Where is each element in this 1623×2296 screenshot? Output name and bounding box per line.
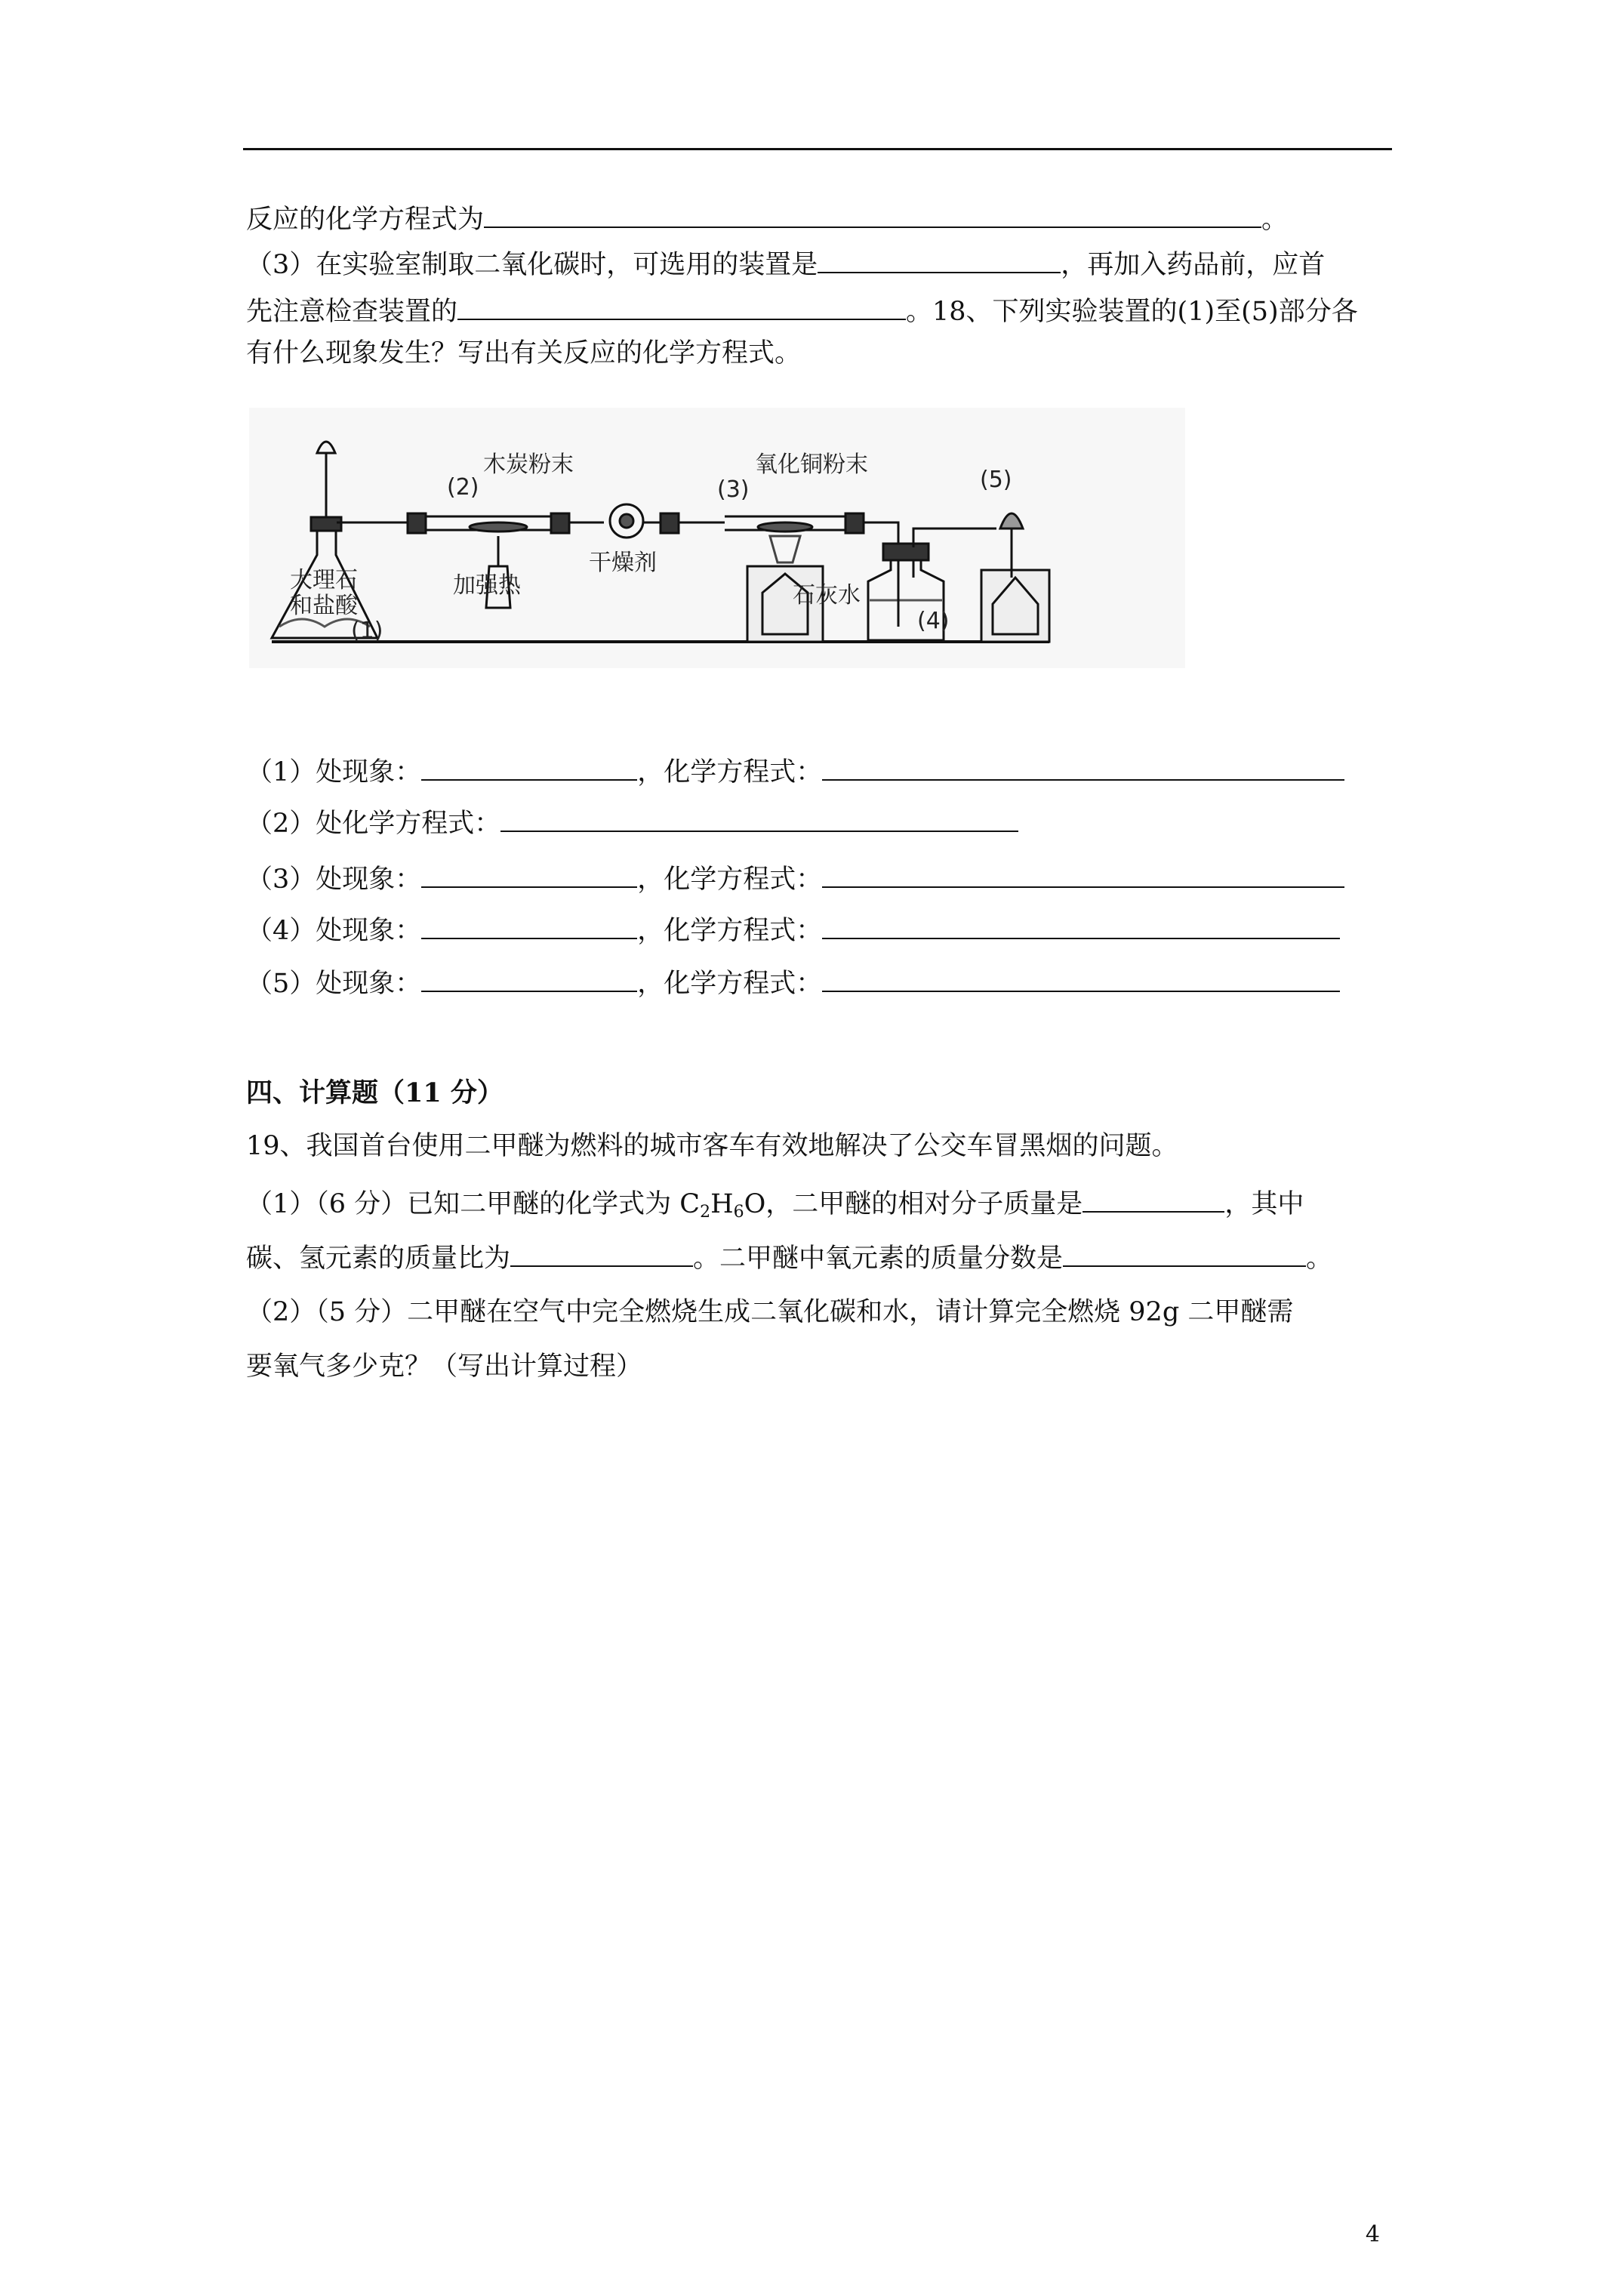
q17-line1-end: 。 bbox=[1261, 205, 1289, 235]
q19-p1-h: H bbox=[710, 1189, 734, 1219]
q19-p2-c: 。 bbox=[1306, 1244, 1333, 1274]
q19-part2-line2: 要氧气多少克？（写出计算过程） bbox=[246, 1351, 643, 1382]
header-rule bbox=[243, 148, 1392, 150]
row-prefix: （3）处现象： bbox=[246, 864, 422, 895]
label-limewater: 石灰水 bbox=[793, 582, 861, 609]
q19-intro: 19、我国首台使用二甲醚为燃料的城市客车有效地解决了公交车冒黑烟的问题。 bbox=[246, 1131, 1178, 1161]
section-heading: 四、计算题（11 分） bbox=[246, 1077, 504, 1108]
mass-fraction-blank[interactable] bbox=[1063, 1238, 1306, 1267]
row-mid: ，化学方程式： bbox=[637, 916, 823, 946]
q18-row-5 bbox=[246, 963, 1340, 1002]
q19-p2-a: 碳、氢元素的质量比为 bbox=[246, 1244, 511, 1274]
equation-blank[interactable] bbox=[822, 963, 1340, 992]
answer-blank[interactable] bbox=[484, 199, 1261, 228]
equation-blank[interactable] bbox=[822, 752, 1344, 781]
q17-line2-b: ，再加入药品前，应首 bbox=[1061, 250, 1326, 280]
phenomenon-blank[interactable] bbox=[421, 963, 637, 992]
q18-row-4 bbox=[246, 911, 1340, 949]
row-prefix: （5）处现象： bbox=[246, 969, 422, 999]
label-part1: (1) bbox=[351, 618, 383, 644]
molar-mass-blank[interactable] bbox=[1083, 1184, 1224, 1213]
q17-line1 bbox=[246, 199, 1288, 238]
q17-line3-a: 先注意检查装置的 bbox=[246, 297, 458, 327]
row-prefix: （2）处化学方程式： bbox=[246, 809, 501, 839]
q17-line3-b: 。18、下列实验装置的(1)至(5)部分各 bbox=[906, 297, 1358, 327]
mass-ratio-blank[interactable] bbox=[510, 1238, 693, 1267]
q17-line2 bbox=[246, 245, 1325, 283]
label-charcoal: 木炭粉末 bbox=[483, 451, 574, 478]
subscript: 6 bbox=[733, 1203, 744, 1222]
phenomenon-blank[interactable] bbox=[421, 859, 637, 888]
q18-row-1 bbox=[246, 752, 1344, 791]
row-prefix: （4）处现象： bbox=[246, 916, 422, 946]
label-marble-2: 和盐酸 bbox=[290, 593, 358, 619]
label-desiccant: 干燥剂 bbox=[589, 550, 657, 576]
label-strong-heat: 加强热 bbox=[453, 572, 521, 599]
page-number: 4 bbox=[1365, 2221, 1380, 2248]
label-copper-oxide: 氧化铜粉末 bbox=[755, 451, 868, 478]
equation-blank[interactable] bbox=[822, 859, 1344, 888]
row-mid: ，化学方程式： bbox=[637, 969, 823, 999]
row-mid: ，化学方程式： bbox=[637, 757, 823, 787]
label-part2: (2) bbox=[447, 474, 479, 501]
answer-blank[interactable] bbox=[457, 291, 906, 320]
q19-part1-line2 bbox=[246, 1238, 1332, 1277]
q19-p1-a: （1）（6 分）已知二甲醚的化学式为 C bbox=[246, 1189, 701, 1219]
equation-blank[interactable] bbox=[500, 803, 1018, 832]
equation-blank[interactable] bbox=[822, 911, 1340, 939]
q17-line3 bbox=[246, 291, 1358, 330]
row-prefix: （1）处现象： bbox=[246, 757, 422, 787]
label-part5: (5) bbox=[980, 467, 1012, 493]
q18-row-2 bbox=[246, 803, 1018, 842]
subscript: 2 bbox=[700, 1203, 711, 1222]
label-marble-1: 大理石 bbox=[290, 567, 358, 593]
q19-p2-b: 。二甲醚中氧元素的质量分数是 bbox=[693, 1244, 1064, 1274]
label-part3: (3) bbox=[717, 476, 750, 503]
answer-blank[interactable] bbox=[818, 245, 1061, 273]
apparatus-diagram bbox=[249, 408, 1185, 668]
q17-line2-a: （3）在实验室制取二氧化碳时，可选用的装置是 bbox=[246, 250, 818, 280]
q19-p1-b: ，其中 bbox=[1224, 1189, 1304, 1219]
q19-part2-line1: （2）（5 分）二甲醚在空气中完全燃烧生成二氧化碳和水，请计算完全燃烧 92g 二甲醚需 bbox=[246, 1297, 1294, 1327]
label-part4: (4) bbox=[917, 608, 950, 634]
row-mid: ，化学方程式： bbox=[637, 864, 823, 895]
q17-line1-text: 反应的化学方程式为 bbox=[246, 205, 485, 235]
q17-line4: 有什么现象发生？写出有关反应的化学方程式。 bbox=[246, 338, 802, 368]
q19-part1-line1 bbox=[246, 1184, 1304, 1222]
phenomenon-blank[interactable] bbox=[421, 752, 637, 781]
q18-row-3 bbox=[246, 859, 1344, 898]
phenomenon-blank[interactable] bbox=[421, 911, 637, 939]
q19-p1-o: O，二甲醚的相对分子质量是 bbox=[744, 1189, 1083, 1219]
